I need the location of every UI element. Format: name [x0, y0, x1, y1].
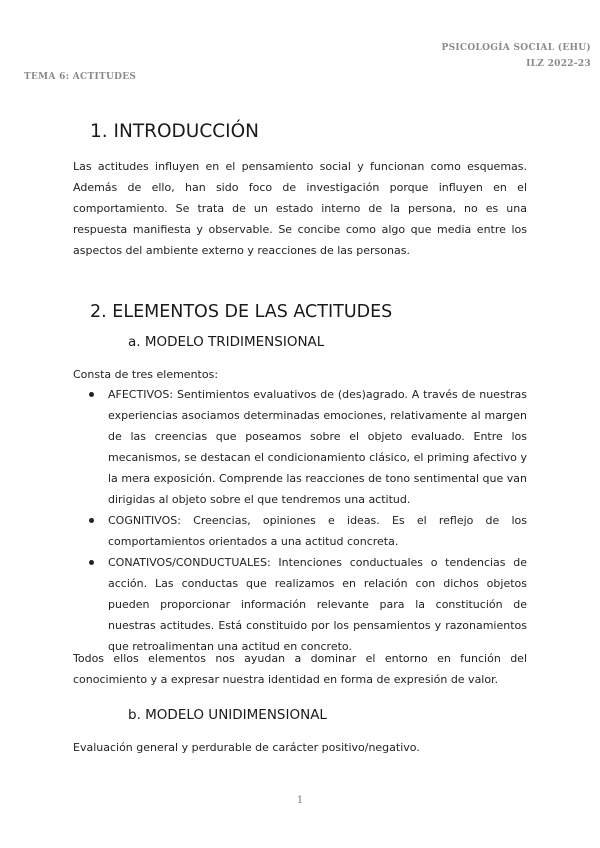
list-item-text: AFECTIVOS: Sentimientos evaluativos de (des)agrado. A través de nuestras experiencias asociamos determinadas emociones, relativamente al margen de las creencias que poseamos sobre el objeto evaluado. Entre los mecanismos, se destacan el condicionamiento clásico, el priming afectivo y la mera exposición. Comprende las reacciones de tono sentimental que van dirigidas al objeto sobre el que tendremos una actitud.	[108, 388, 527, 506]
bullet-icon	[89, 392, 94, 397]
course-name: PSICOLOGÍA SOCIAL (EHU)	[441, 43, 591, 53]
unidimensional-paragraph: Evaluación general y perdurable de carácter positivo/negativo.	[73, 741, 420, 754]
elements-intro: Consta de tres elementos:	[73, 368, 219, 381]
list-item	[73, 552, 527, 657]
running-header-right	[442, 40, 591, 72]
academic-year: ILZ 2022-23	[526, 59, 591, 69]
list-item-text: COGNITIVOS: Creencias, opiniones e ideas. Es el reflejo de los comportamientos orientados a una actitud concreta.	[108, 514, 527, 548]
bullet-icon	[89, 560, 94, 565]
list-item	[73, 384, 527, 510]
list-item-text: CONATIVOS/CONDUCTUALES: Intenciones conductuales o tendencias de acción. Las conductas que realizamos en relación con dichos objetos pueden proporcionar información relevante para la constitución de nuestras actitudes. Está constituido por los pensamientos y razonamientos que retroalimentan una actitud en concreto.	[108, 556, 527, 653]
closing-paragraph: Todos ellos elementos nos ayudan a dominar el entorno en función del conocimiento y a expresar nuestra identidad en forma de expresión de valor.	[73, 652, 527, 686]
bullet-icon	[89, 518, 94, 523]
section-title-introduccion: 1. INTRODUCCIÓN	[90, 121, 260, 142]
topic-header: TEMA 6: ACTITUDES	[24, 72, 137, 82]
list-item	[73, 510, 527, 552]
section-title-elementos: 2. ELEMENTOS DE LAS ACTITUDES	[90, 302, 393, 322]
subsection-title-unidimensional: b. MODELO UNIDIMENSIONAL	[128, 707, 327, 723]
subsection-title-tridimensional: a. MODELO TRIDIMENSIONAL	[128, 334, 325, 350]
elements-list	[73, 384, 527, 657]
page-number: 1	[296, 795, 304, 806]
intro-paragraph: Las actitudes influyen en el pensamiento social y funcionan como esquemas. Además de ello, han sido foco de investigación porque influyen en el comportamiento. Se trata de un estado interno de la persona, no es una respuesta manifiesta y observable. Se concibe como algo que media entre los aspectos del ambiente externo y reacciones de las personas.	[73, 160, 527, 257]
